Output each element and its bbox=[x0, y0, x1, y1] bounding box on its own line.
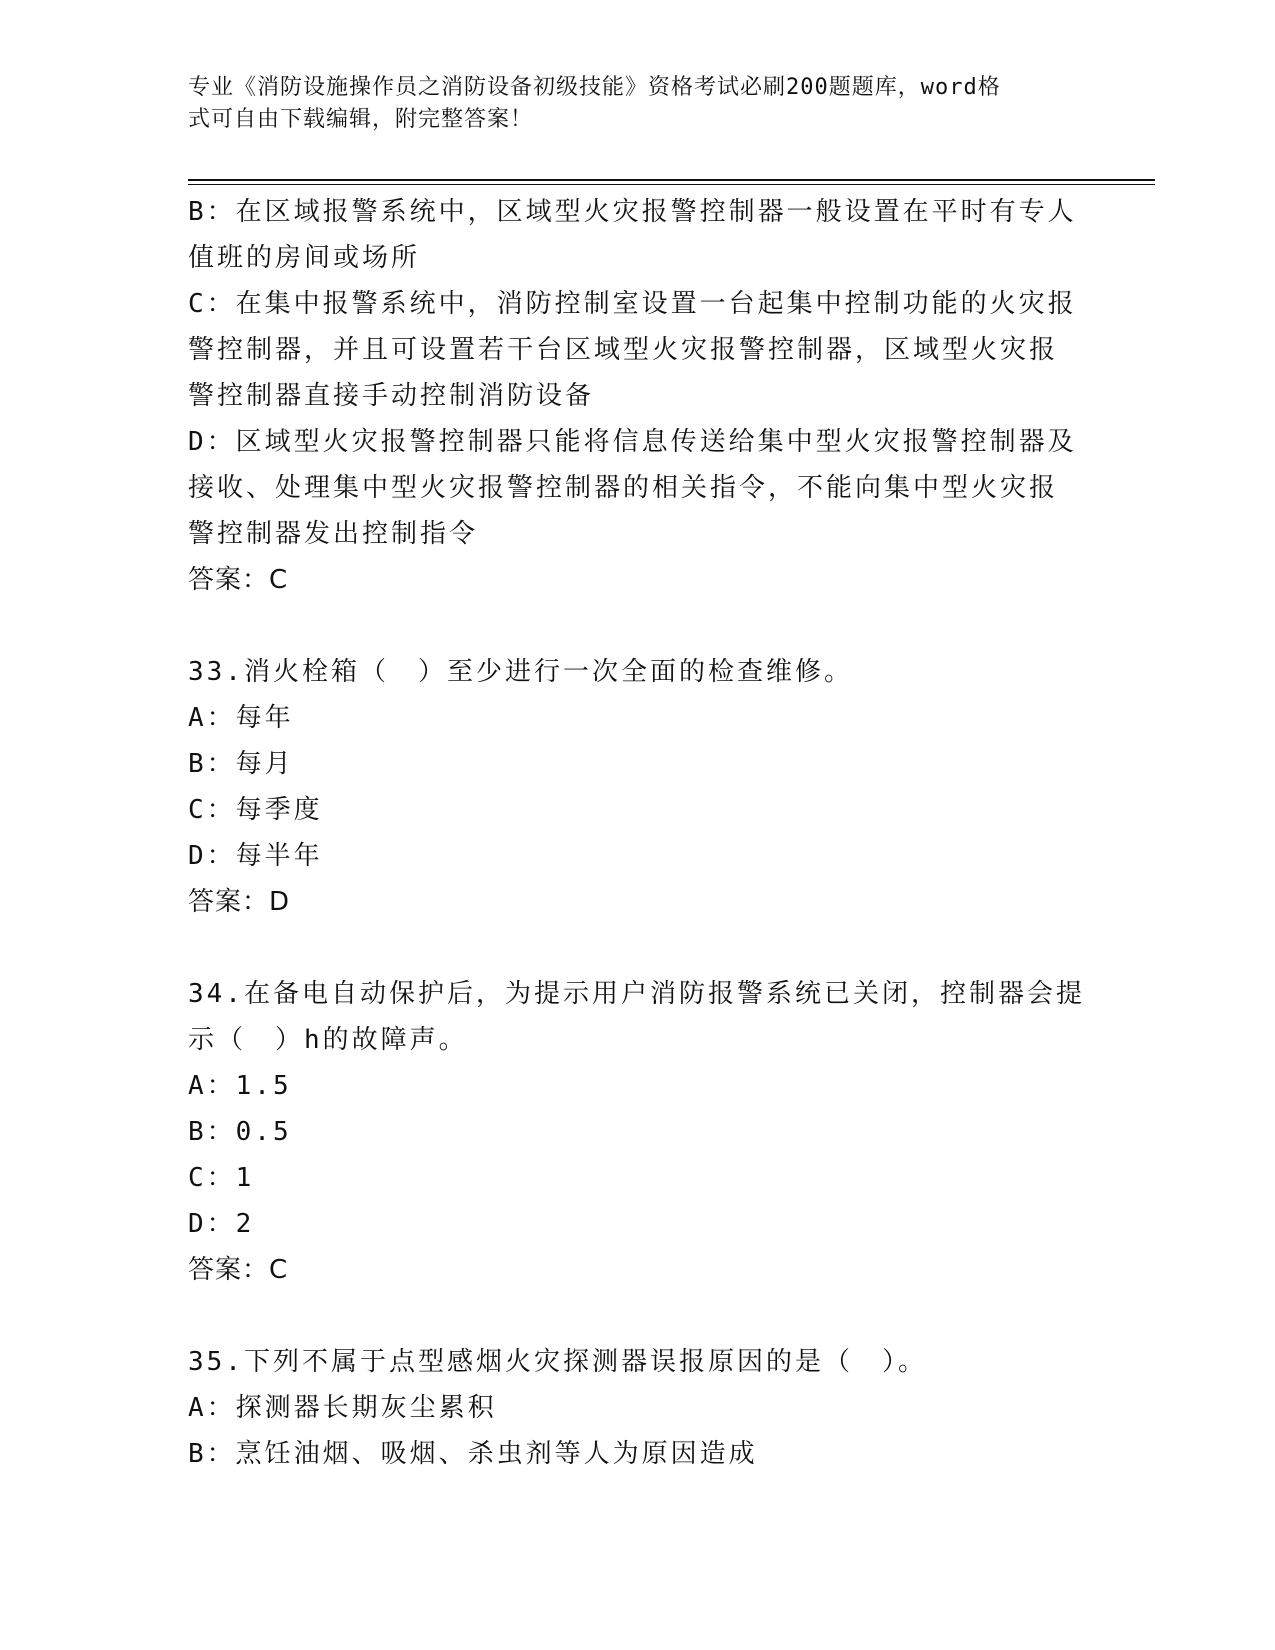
question-32-option-c bbox=[188, 281, 1088, 419]
option-line: 警控制器直接手动控制消防设备 bbox=[188, 381, 595, 411]
question-35-stem: 35.下列不属于点型感烟火灾探测器误报原因的是（ ）。 bbox=[188, 1347, 927, 1377]
spacer bbox=[188, 925, 1088, 971]
question-33-option-d: D：每半年 bbox=[188, 841, 323, 871]
question-34-answer: 答案：C bbox=[188, 1255, 289, 1285]
question-33-answer: 答案：D bbox=[188, 887, 291, 917]
question-34-option-c: C：1 bbox=[188, 1163, 255, 1193]
question-32-option-d bbox=[188, 419, 1088, 557]
option-line: B：在区域报警系统中，区域型火灾报警控制器一般设置在平时有专人 bbox=[188, 197, 1077, 227]
question-33-stem: 33.消火栓箱（ ）至少进行一次全面的检查维修。 bbox=[188, 657, 853, 687]
document-header bbox=[188, 72, 1088, 136]
question-35-option-a: A：探测器长期灰尘累积 bbox=[188, 1393, 497, 1423]
header-divider-thin bbox=[188, 184, 1155, 185]
option-line: D：区域型火灾报警控制器只能将信息传送给集中型火灾报警控制器及 bbox=[188, 427, 1077, 457]
question-35-option-b: B：烹饪油烟、吸烟、杀虫剂等人为原因造成 bbox=[188, 1439, 758, 1469]
stem-line: 34.在备电自动保护后，为提示用户消防报警系统已关闭，控制器会提 bbox=[188, 979, 1085, 1009]
option-line: 值班的房间或场所 bbox=[188, 243, 421, 273]
stem-line: 示（ ）h的故障声。 bbox=[188, 1025, 468, 1055]
option-line: C：在集中报警系统中，消防控制室设置一台起集中控制功能的火灾报 bbox=[188, 289, 1077, 319]
question-33-option-c: C：每季度 bbox=[188, 795, 323, 825]
header-line-1: 专业《消防设施操作员之消防设备初级技能》资格考试必刷200题题库，word格 bbox=[188, 75, 1001, 100]
question-34-option-b: B：0.5 bbox=[188, 1117, 292, 1147]
spacer bbox=[188, 1293, 1088, 1339]
option-line: 警控制器，并且可设置若干台区域型火灾报警控制器，区域型火灾报 bbox=[188, 335, 1059, 365]
question-33-option-b: B：每月 bbox=[188, 749, 294, 779]
question-34-option-d: D：2 bbox=[188, 1209, 255, 1239]
option-line: 警控制器发出控制指令 bbox=[188, 519, 479, 549]
header-line-2: 式可自由下载编辑，附完整答案！ bbox=[188, 107, 534, 132]
header-divider-thick bbox=[188, 179, 1155, 181]
question-content bbox=[188, 189, 1088, 1477]
spacer bbox=[188, 603, 1088, 649]
question-32-answer: 答案：C bbox=[188, 565, 289, 595]
question-33-option-a: A：每年 bbox=[188, 703, 294, 733]
option-line: 接收、处理集中型火灾报警控制器的相关指令，不能向集中型火灾报 bbox=[188, 473, 1059, 503]
question-32-option-b bbox=[188, 189, 1088, 281]
question-34-stem bbox=[188, 971, 1088, 1063]
question-34-option-a: A：1.5 bbox=[188, 1071, 292, 1101]
